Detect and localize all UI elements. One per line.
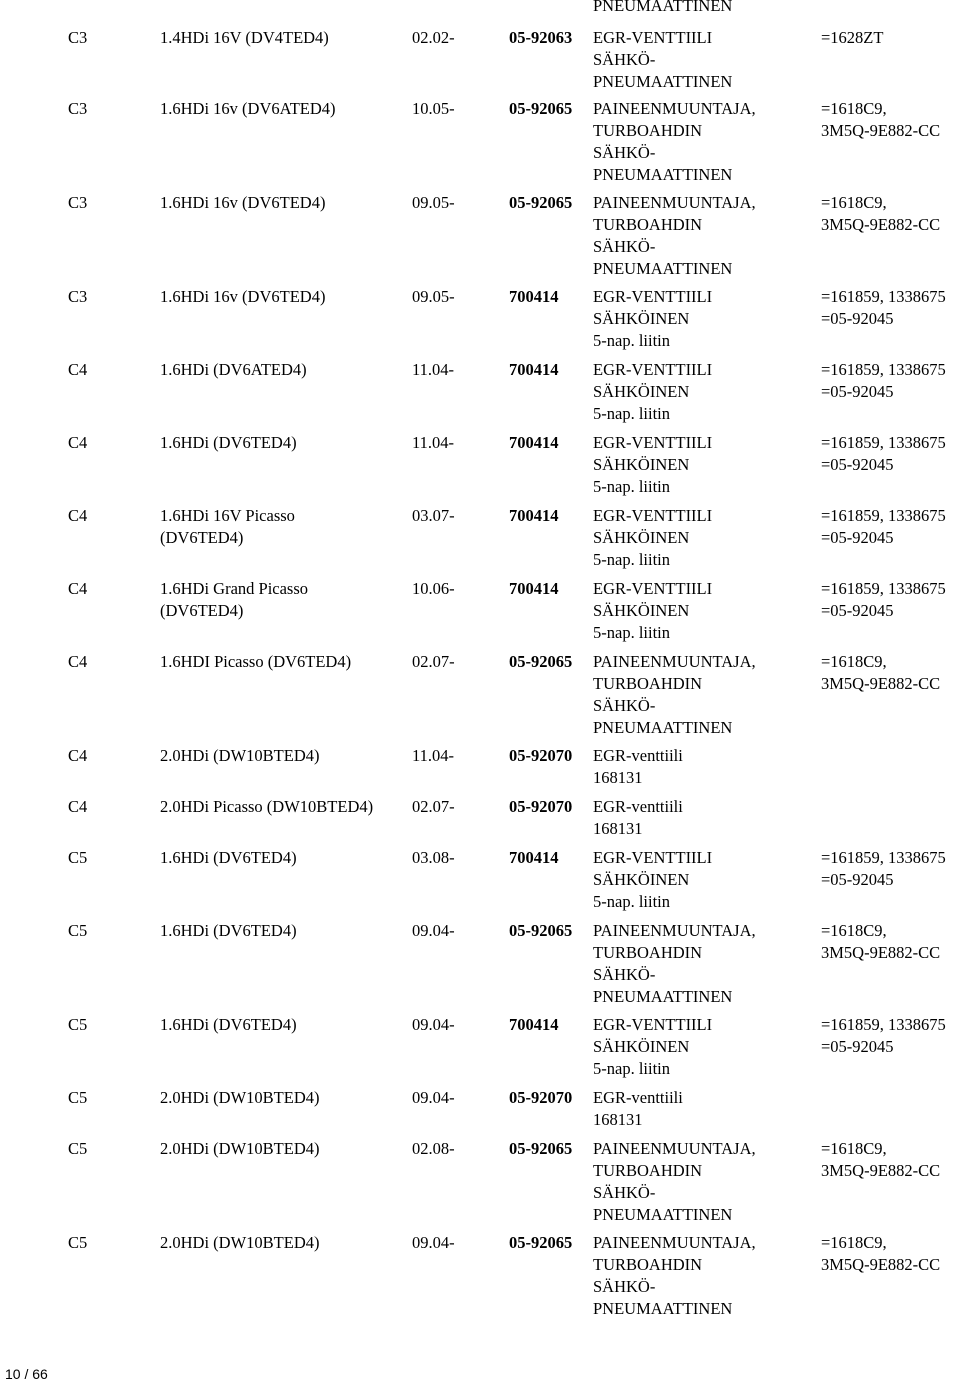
part-description-line: SÄHKÖ- — [593, 143, 656, 162]
oem-reference — [821, 505, 946, 549]
oem-reference — [821, 920, 940, 964]
oem-reference — [821, 359, 946, 403]
part-description-line: 5-nap. liitin — [593, 550, 670, 569]
part-description-line: TURBOAHDIN — [593, 1161, 703, 1180]
engine-type — [160, 796, 373, 818]
part-description-line: EGR-VENTTIILI — [593, 360, 713, 379]
part-description — [593, 847, 712, 913]
model-year: 11.04- — [412, 746, 455, 765]
part-code: 700414 — [509, 287, 559, 306]
part-description — [593, 1138, 756, 1226]
part-description-line: 168131 — [593, 819, 643, 838]
engine-type-line: 1.6HDi (DV6TED4) — [160, 921, 297, 940]
model-year: 09.04- — [412, 1088, 455, 1107]
oem-reference-line: =161859, 1338675 — [821, 287, 946, 306]
engine-type-line: 1.6HDI Picasso (DV6TED4) — [160, 652, 352, 671]
car-model: C5 — [68, 921, 88, 940]
engine-type — [160, 745, 319, 767]
oem-reference — [821, 1014, 946, 1058]
part-description-line: EGR-VENTTIILI — [593, 28, 713, 47]
oem-reference — [821, 651, 940, 695]
oem-reference-line: =161859, 1338675 — [821, 506, 946, 525]
oem-reference-line: =1628ZT — [821, 28, 884, 47]
model-year: 02.02- — [412, 28, 455, 47]
part-description-line: SÄHKÖ- — [593, 696, 656, 715]
part-description-line: PNEUMAATTINEN — [593, 259, 733, 278]
car-model: C3 — [68, 99, 88, 118]
part-description-line: SÄHKÖINEN — [593, 309, 690, 328]
engine-type-line: 1.6HDi (DV6ATED4) — [160, 360, 307, 379]
part-description-line: PNEUMAATTINEN — [593, 1299, 733, 1318]
part-description-line: EGR-VENTTIILI — [593, 579, 713, 598]
part-description-line: 5-nap. liitin — [593, 892, 670, 911]
car-model: C4 — [68, 579, 88, 598]
car-model: C4 — [68, 506, 88, 525]
model-year: 10.05- — [412, 99, 455, 118]
engine-type-line: 1.6HDi (DV6TED4) — [160, 848, 297, 867]
part-description-line: SÄHKÖINEN — [593, 601, 690, 620]
engine-type-line: (DV6TED4) — [160, 528, 244, 547]
part-code: 700414 — [509, 433, 559, 452]
part-description-line: PNEUMAATTINEN — [593, 987, 733, 1006]
oem-reference-line: 3M5Q-9E882-CC — [821, 1161, 941, 1180]
model-year: 03.07- — [412, 506, 455, 525]
oem-reference — [821, 578, 946, 622]
part-description-line: PAINEENMUUNTAJA, — [593, 193, 756, 212]
part-description — [593, 286, 712, 352]
engine-type — [160, 1014, 297, 1036]
part-description-line: PAINEENMUUNTAJA, — [593, 99, 756, 118]
engine-type-line: 2.0HDi (DW10BTED4) — [160, 1139, 320, 1158]
part-description — [593, 1087, 683, 1131]
car-model: C5 — [68, 1139, 88, 1158]
model-year: 02.08- — [412, 1139, 455, 1158]
car-model: C3 — [68, 193, 88, 212]
part-description — [593, 505, 712, 571]
engine-type-line: 1.6HDi 16v (DV6TED4) — [160, 287, 326, 306]
part-description — [593, 920, 756, 1008]
part-description-line: EGR-VENTTIILI — [593, 848, 713, 867]
part-description — [593, 359, 712, 425]
model-year: 09.04- — [412, 921, 455, 940]
oem-reference-line: =161859, 1338675 — [821, 848, 946, 867]
model-year: 11.04- — [412, 433, 455, 452]
part-description-line: PAINEENMUUNTAJA, — [593, 921, 756, 940]
part-description — [593, 432, 712, 498]
part-description-line: PNEUMAATTINEN — [593, 718, 733, 737]
oem-reference-line: =05-92045 — [821, 870, 894, 889]
part-description-line: EGR-VENTTIILI — [593, 1015, 713, 1034]
part-description-line: EGR-VENTTIILI — [593, 506, 713, 525]
oem-reference-line: =161859, 1338675 — [821, 433, 946, 452]
part-description — [593, 651, 756, 739]
part-description — [593, 745, 683, 789]
oem-reference-line: =05-92045 — [821, 309, 894, 328]
model-year: 03.08- — [412, 848, 455, 867]
engine-type-line: 1.6HDi 16v (DV6ATED4) — [160, 99, 336, 118]
oem-reference-line: 3M5Q-9E882-CC — [821, 674, 941, 693]
car-model: C4 — [68, 433, 88, 452]
oem-reference-line: =1618C9, — [821, 193, 887, 212]
engine-type-line: 1.6HDi Grand Picasso — [160, 579, 309, 598]
part-description-line: SÄHKÖ- — [593, 50, 656, 69]
part-code: 05-92070 — [509, 746, 573, 765]
engine-type-line: 2.0HDi (DW10BTED4) — [160, 1233, 320, 1252]
car-model: C5 — [68, 848, 88, 867]
part-description-line: TURBOAHDIN — [593, 1255, 703, 1274]
oem-reference-line: 3M5Q-9E882-CC — [821, 943, 941, 962]
part-description-line: PNEUMAATTINEN — [593, 1205, 733, 1224]
oem-reference-line: =1618C9, — [821, 1139, 887, 1158]
oem-reference-line: =1618C9, — [821, 1233, 887, 1252]
model-year: 09.05- — [412, 287, 455, 306]
part-description-line: SÄHKÖ- — [593, 965, 656, 984]
part-description — [593, 578, 712, 644]
part-description-line: 168131 — [593, 768, 643, 787]
engine-type — [160, 192, 325, 214]
part-description-line: EGR-VENTTIILI — [593, 287, 713, 306]
part-description-line: EGR-venttiili — [593, 797, 683, 816]
oem-reference-line: =1618C9, — [821, 921, 887, 940]
part-description-line: TURBOAHDIN — [593, 943, 703, 962]
part-description-line: SÄHKÖINEN — [593, 870, 690, 889]
model-year: 09.04- — [412, 1015, 455, 1034]
part-code: 05-92070 — [509, 797, 573, 816]
part-description-line: PAINEENMUUNTAJA, — [593, 1233, 756, 1252]
part-description — [593, 192, 756, 280]
part-description-line: TURBOAHDIN — [593, 121, 703, 140]
part-description-line: SÄHKÖINEN — [593, 1037, 690, 1056]
engine-type — [160, 27, 329, 49]
engine-type — [160, 432, 297, 454]
engine-type-line: 1.6HDi (DV6TED4) — [160, 1015, 297, 1034]
part-description-line: PNEUMAATTINEN — [593, 72, 733, 91]
part-description-line: SÄHKÖ- — [593, 1277, 656, 1296]
part-description-line: 5-nap. liitin — [593, 331, 670, 350]
engine-type — [160, 1232, 319, 1254]
engine-type-line: 1.6HDi 16v (DV6TED4) — [160, 193, 326, 212]
oem-reference — [821, 432, 946, 476]
oem-reference-line: =05-92045 — [821, 1037, 894, 1056]
part-description — [593, 796, 683, 840]
part-code: 700414 — [509, 360, 559, 379]
part-code: 05-92065 — [509, 1233, 573, 1252]
engine-type — [160, 847, 297, 869]
oem-reference — [821, 286, 946, 330]
car-model: C4 — [68, 746, 88, 765]
engine-type — [160, 651, 351, 673]
part-description-line: EGR-venttiili — [593, 746, 683, 765]
oem-reference — [821, 1138, 940, 1182]
engine-type — [160, 1138, 319, 1160]
part-description — [593, 27, 732, 93]
oem-reference-line: =05-92045 — [821, 382, 894, 401]
engine-type — [160, 98, 336, 120]
engine-type — [160, 286, 325, 308]
engine-type — [160, 920, 297, 942]
part-description-line: 5-nap. liitin — [593, 477, 670, 496]
part-description-line: 5-nap. liitin — [593, 623, 670, 642]
part-code: 05-92065 — [509, 193, 573, 212]
car-model: C5 — [68, 1015, 88, 1034]
part-code: 700414 — [509, 1015, 559, 1034]
part-description-line: TURBOAHDIN — [593, 215, 703, 234]
part-description — [593, 1232, 756, 1320]
model-year: 10.06- — [412, 579, 455, 598]
part-code: 05-92065 — [509, 652, 573, 671]
car-model: C4 — [68, 797, 88, 816]
part-description — [593, 1014, 712, 1080]
part-description-line: 168131 — [593, 1110, 643, 1129]
oem-reference — [821, 192, 940, 236]
part-code: 05-92065 — [509, 921, 573, 940]
car-model: C5 — [68, 1088, 88, 1107]
part-code: 05-92070 — [509, 1088, 573, 1107]
model-year: 11.04- — [412, 360, 455, 379]
part-description-line: TURBOAHDIN — [593, 674, 703, 693]
oem-reference-line: =161859, 1338675 — [821, 579, 946, 598]
part-description-line: EGR-venttiili — [593, 1088, 683, 1107]
model-year: 02.07- — [412, 797, 455, 816]
car-model: C3 — [68, 28, 88, 47]
engine-type-line: (DV6TED4) — [160, 601, 244, 620]
engine-type-line: 2.0HDi (DW10BTED4) — [160, 1088, 320, 1107]
car-model: C4 — [68, 360, 88, 379]
part-description-line: 5-nap. liitin — [593, 404, 670, 423]
part-description-line: SÄHKÖ- — [593, 1183, 656, 1202]
model-year: 09.04- — [412, 1233, 455, 1252]
oem-reference — [821, 27, 883, 49]
oem-reference-line: =1618C9, — [821, 99, 887, 118]
part-code: 700414 — [509, 579, 559, 598]
engine-type-line: 1.6HDi (DV6TED4) — [160, 433, 297, 452]
oem-reference-line: =161859, 1338675 — [821, 360, 946, 379]
part-code: 700414 — [509, 848, 559, 867]
oem-reference — [821, 1232, 940, 1276]
part-code: 05-92065 — [509, 99, 573, 118]
part-description-line: SÄHKÖINEN — [593, 455, 690, 474]
part-description-line: SÄHKÖINEN — [593, 382, 690, 401]
page-number: 10 / 66 — [5, 1366, 48, 1382]
part-description-line: PNEUMAATTINEN — [593, 165, 733, 184]
oem-reference-line: 3M5Q-9E882-CC — [821, 121, 941, 140]
part-description-line: PAINEENMUUNTAJA, — [593, 652, 756, 671]
part-description-line: 5-nap. liitin — [593, 1059, 670, 1078]
engine-type — [160, 359, 307, 381]
engine-type-line: 1.6HDi 16V Picasso — [160, 506, 295, 525]
engine-type-line: 2.0HDi (DW10BTED4) — [160, 746, 320, 765]
oem-reference-line: =161859, 1338675 — [821, 1015, 946, 1034]
part-code: 700414 — [509, 506, 559, 525]
car-model: C3 — [68, 287, 88, 306]
engine-type-line: 2.0HDi Picasso (DW10BTED4) — [160, 797, 374, 816]
oem-reference-line: =05-92045 — [821, 601, 894, 620]
engine-type — [160, 578, 308, 622]
oem-reference-line: =05-92045 — [821, 528, 894, 547]
oem-reference-line: 3M5Q-9E882-CC — [821, 1255, 941, 1274]
carryover-text: PNEUMAATTINEN — [593, 0, 733, 15]
part-description-line: PAINEENMUUNTAJA, — [593, 1139, 756, 1158]
oem-reference-line: =05-92045 — [821, 455, 894, 474]
oem-reference — [821, 98, 940, 142]
oem-reference — [821, 847, 946, 891]
part-description-line: EGR-VENTTIILI — [593, 433, 713, 452]
part-code: 05-92063 — [509, 28, 573, 47]
engine-type — [160, 505, 295, 549]
part-code: 05-92065 — [509, 1139, 573, 1158]
car-model: C4 — [68, 652, 88, 671]
part-description-line: SÄHKÖ- — [593, 237, 656, 256]
engine-type-line: 1.4HDi 16V (DV4TED4) — [160, 28, 329, 47]
oem-reference-line: 3M5Q-9E882-CC — [821, 215, 941, 234]
oem-reference-line: =1618C9, — [821, 652, 887, 671]
model-year: 09.05- — [412, 193, 455, 212]
car-model: C5 — [68, 1233, 88, 1252]
model-year: 02.07- — [412, 652, 455, 671]
part-description-line: SÄHKÖINEN — [593, 528, 690, 547]
part-description — [593, 98, 756, 186]
engine-type — [160, 1087, 319, 1109]
